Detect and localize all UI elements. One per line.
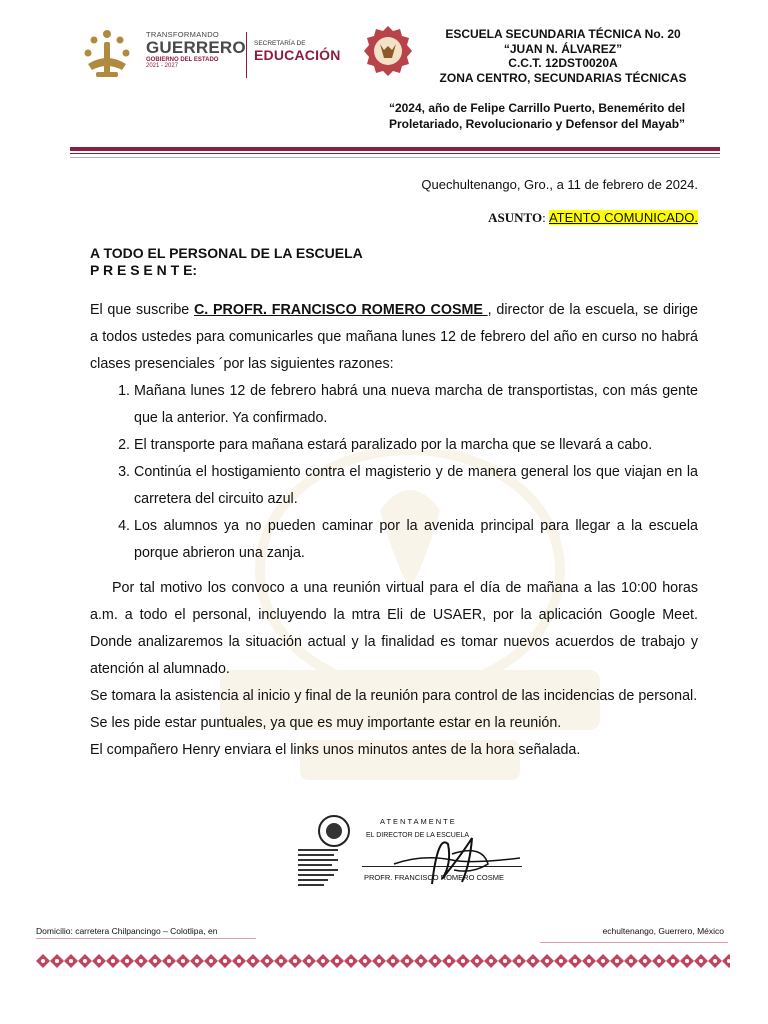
director-role: EL DIRECTOR DE LA ESCUELA [366, 832, 470, 839]
reason-item: 1. Mañana lunes 12 de febrero habrá una nueva marcha de transportistas, con más gente que la anterior. Ya confirmado. [134, 378, 698, 432]
place-date: Quechultenango, Gro., a 11 de febrero de 2024. [421, 177, 698, 192]
school-line-1: ESCUELA SECUNDARIA TÉCNICA No. 20 [445, 27, 681, 41]
school-line-3: C.C.T. 12DST0020A [508, 56, 618, 70]
closing-text: ATENTAMENTE [380, 817, 457, 826]
attendance-paragraph: Se tomara la asistencia al inicio y final de la reunión para control de las incidencias de personal. [90, 688, 698, 704]
school-heading [418, 27, 708, 85]
reason-item: 2. El transporte para mañana estará paralizado por la marcha que se llevará a cabo. [134, 432, 698, 459]
recipient-line-1: A TODO EL PERSONAL DE LA ESCUELA [90, 245, 363, 261]
header-rule [70, 147, 720, 151]
school-line-2: “JUAN N. ÁLVAREZ” [503, 41, 623, 56]
header-rule-light [70, 157, 720, 158]
punctuality-paragraph: Se les pide estar puntuales, ya que es muy importante estar en la reunión. [90, 715, 562, 731]
sec-big-text: EDUCACIÓN [254, 47, 341, 63]
subject-label: ASUNTO [488, 210, 543, 225]
meeting-paragraph: Por tal motivo los convoco a una reunión virtual para el día de mañana a las 10:00 horas a.m. a todo el personal, incluyendo la mtra Eli de USAER, por la aplicación Google Meet. Donde analizaremos la situación actual y la finalidad es tomar nuevos acuerdos de trabajo y atención al alumnado. [90, 580, 698, 677]
subject-line: ASUNTO: ATENTO COMUNICADO. [488, 210, 698, 225]
signer-name: PROFR. FRANCISCO ROMERO COSME [364, 873, 505, 882]
school-line-4: ZONA CENTRO, SECUNDARIAS TÉCNICAS [439, 70, 687, 85]
footer-rule-right [540, 942, 728, 943]
header-rule-thin [70, 153, 720, 154]
guerrero-government-icon [78, 24, 136, 82]
reason-item: 3. Continúa el hostigamiento contra el magisterio y de manera general los que viajan en la carretera del circuito azul. [134, 459, 698, 513]
gov-sub-text: GOBIERNO DEL ESTADO [146, 57, 219, 63]
footer-location: echultenango, Guerrero, México [602, 926, 724, 936]
footer-rule-left [36, 938, 256, 939]
recipient-block [90, 245, 363, 279]
intro-pre: El que suscribe [90, 302, 194, 318]
school-seal-icon [362, 24, 414, 78]
links-paragraph: El compañero Henry enviara el links unos minutos antes de la hora señalada. [90, 742, 581, 758]
handwritten-signature-icon [392, 824, 522, 894]
sec-small-text: SECRETARÍA DE [254, 40, 306, 47]
gov-big-text: GUERRERO [146, 38, 246, 57]
intro-post: , director de la escuela, se dirige a todos ustedes para comunicarles que mañana lunes 12 de febrero del año en curso no habrá clases presenciales ´por las siguientes razones: [90, 302, 699, 372]
reasons-list [90, 378, 698, 567]
letter-body [90, 297, 698, 764]
director-name: C. PROFR. FRANCISCO ROMERO COSME [193, 302, 488, 318]
decorative-border-pattern [36, 954, 730, 968]
gov-small-text: TRANSFORMANDO [146, 30, 220, 39]
recipient-line-2: P R E S E N T E: [90, 262, 198, 278]
guerrero-wordmark [146, 30, 246, 69]
year-motto: “2024, año de Felipe Carrillo Puerto, Benemérito del Proletariado, Revolucionario y Defensor del Mayab” [388, 101, 686, 131]
official-stamp-icon [296, 813, 358, 889]
intro-paragraph [90, 297, 698, 378]
gov-years-text: 2021 - 2027 [146, 63, 179, 69]
reason-item: 4. Los alumnos ya no pueden caminar por la avenida principal para llegar a la escuela porque abrieron una zanja. [134, 513, 698, 567]
education-wordmark [254, 40, 341, 63]
header-divider [246, 32, 247, 78]
footer-address: Domicilio: carretera Chilpancingo – Colotlipa, en [36, 926, 218, 936]
subject-value: ATENTO COMUNICADO. [548, 210, 698, 225]
